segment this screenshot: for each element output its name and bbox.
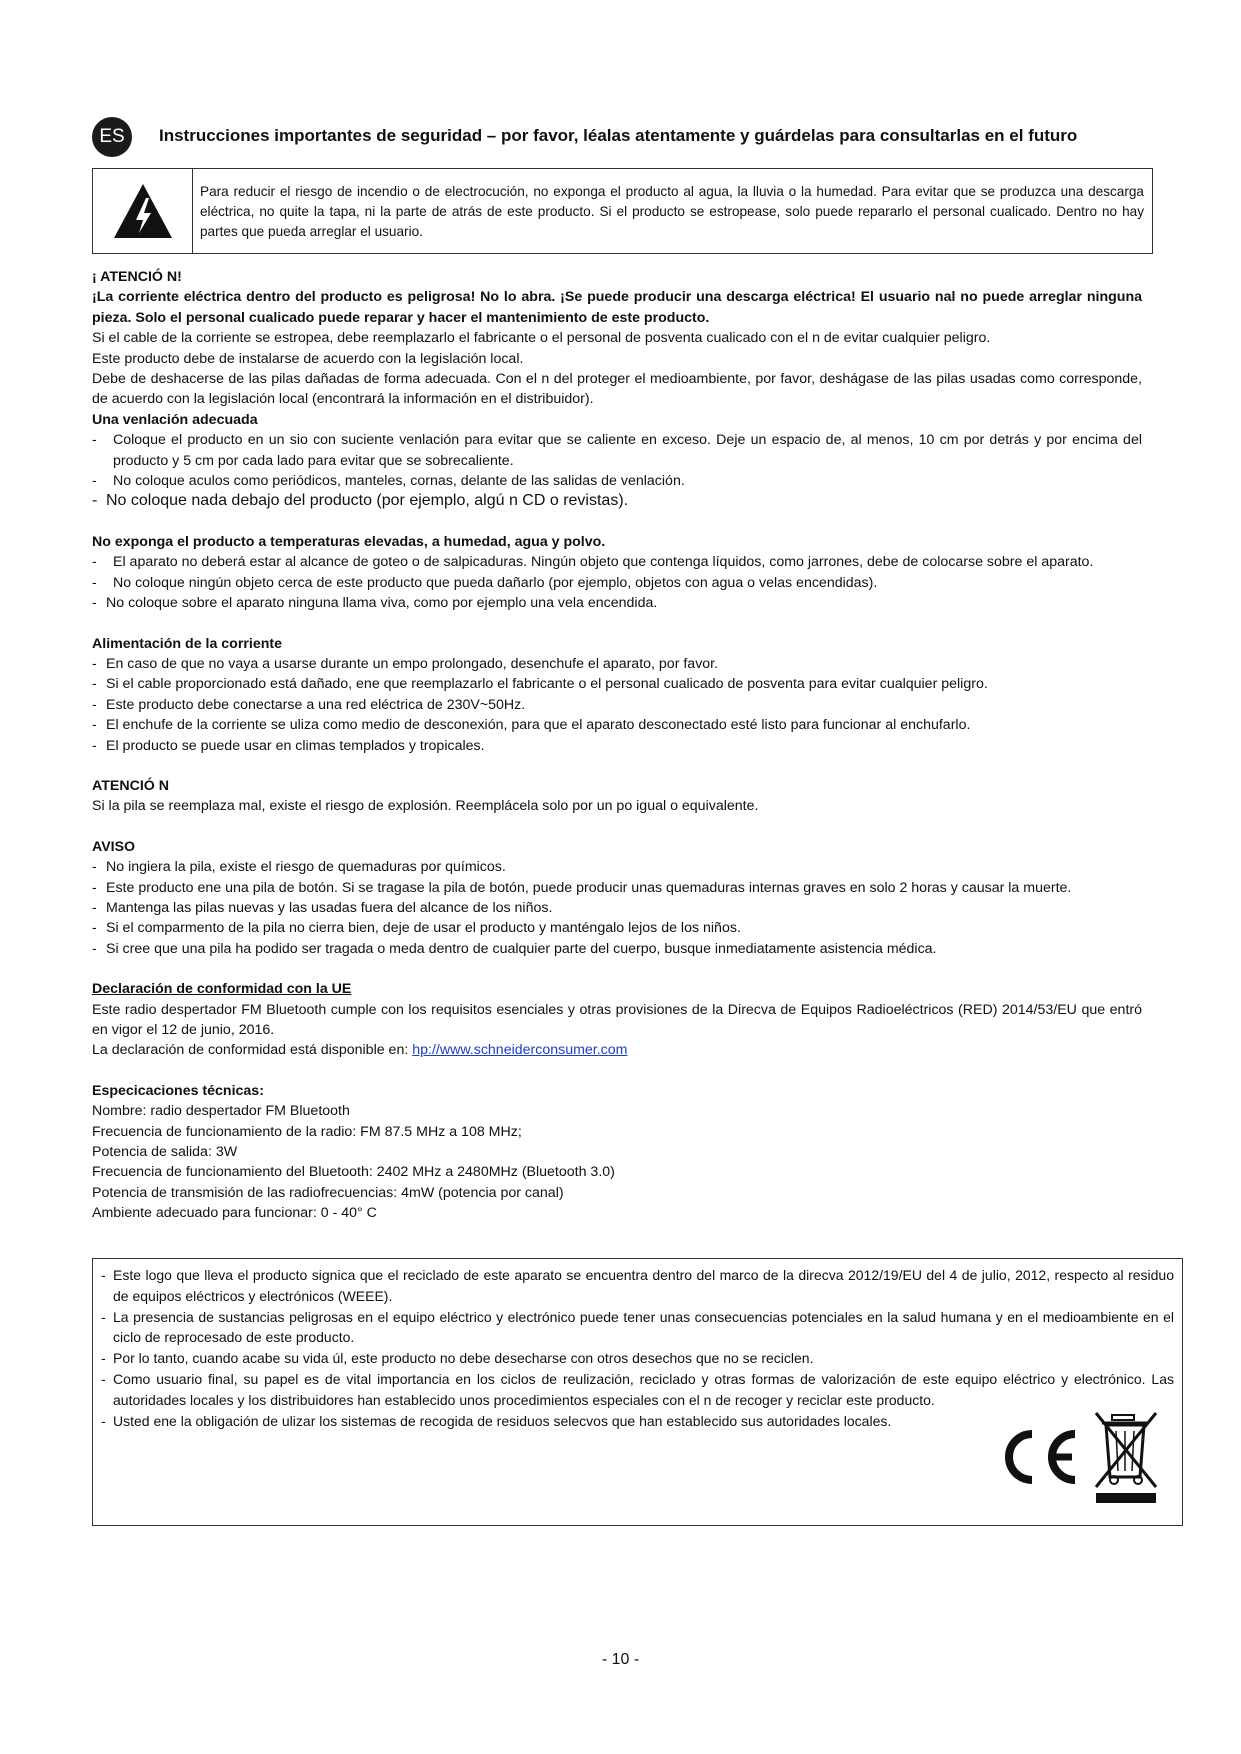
high-voltage-warning-icon [112,182,174,240]
ce-mark-icon [996,1427,1081,1487]
weee-disposal-box [92,1258,1183,1526]
exposure-heading: No exponga el producto a temperaturas elevadas, a humedad, agua y polvo. [92,533,606,550]
list-item: - Este producto debe conectarse a una red eléctrica de 230V~50Hz. [92,696,526,713]
list-item: - No coloque nada debajo del producto (por ejemplo, algú n CD o revistas). [92,492,629,510]
crossed-out-wheelie-bin-icon [1092,1409,1160,1505]
attention-line: Debe de deshacerse de las pilas dañadas de forma adecuada. Con el n del proteger el medioambiente, por favor, deshágase de las pilas usadas como corresponde, de acuerdo con la legislación local (encontrará la información en el distribuidor). [92,371,1142,408]
attention-heading: ¡ ATENCIÓ N! [92,269,182,285]
list-item: - Si cree que una pila ha podido ser tragada o meda dentro de cualquier parte del cuerpo, busque inmediatamente asistencia médica. [92,940,937,957]
spec-line: Potencia de salida: 3W [92,1144,238,1161]
electric-shock-warning-box [92,168,1153,254]
list-item: - No coloque sobre el aparato ninguna llama viva, como por ejemplo una vela encendida. [92,595,658,612]
conformity-availability: La declaración de conformidad está disponible en: hp://www.schneiderconsumer.com [92,1042,628,1059]
warning-text: Para reducir el riesgo de incendio o de electrocución, no exponga el producto al agua, la lluvia o la humedad. Para evitar que se produzca una descarga eléctrica, no quite la tapa, ni la parte de atrás de este producto. Si el producto se estropease, solo puede repararlo el personal cualicado. Dentro no hay partes que pueda arreglar el usuario. [200,184,1144,239]
list-item: - Usted ene la obligación de ulizar los sistemas de recogida de residuos selecvos que han establecido sus autoridades locales. [101,1412,892,1429]
attention-line: Si el cable de la corriente se estropea, debe reemplazarlo el fabricante o el personal de posventa cualicado con el n de evitar cualquier peligro. [92,330,991,347]
list-item: - Coloque el producto en un sio con suciente venlación para evitar que se caliente en exceso. Deje un espacio de, al menos, 10 cm por detrás y por encima del producto y 5 cm por cada lado para evitar que se sobrecaliente. [92,432,1142,469]
list-item: - El aparato no deberá estar al alcance de goteo o de salpicaduras. Ningún objeto que contenga líquidos, como jarrones, debe de colocarse sobre el aparato. [92,554,1094,571]
ventilation-heading: Una venlación adecuada [92,411,258,428]
list-item: - No coloque aculos como periódicos, manteles, cornas, delante de las salidas de venlación. [92,473,685,490]
spec-line: Frecuencia de funcionamiento del Bluetooth: 2402 MHz a 2480MHz (Bluetooth 3.0) [92,1164,615,1181]
list-item: - El enchufe de la corriente se uliza como medio de desconexión, para que el aparato desconectado esté listo para funcionar al enchufarlo. [92,717,971,734]
spec-line: Frecuencia de funcionamiento de la radio: FM 87.5 MHz a 108 MHz; [92,1123,522,1140]
page-number: - 10 - [601,1651,640,1668]
list-item: - Si el comparmento de la pila no cierra bien, deje de usar el producto y manténgalo lejos de los niños. [92,920,741,937]
attention-line: Este producto debe de instalarse de acuerdo con la legislación local. [92,350,524,367]
list-item: - Si el cable proporcionado está dañado, ene que reemplazarlo el fabricante o el personal cualicado de posventa para evitar cualquier peligro. [92,676,988,693]
list-item: - Este producto ene una pila de botón. Si se tragase la pila de botón, puede producir unas quemaduras internas graves en solo 2 horas y causar la muerte. [92,879,1072,896]
list-item: - No ingiera la pila, existe el riesgo de quemaduras por químicos. [92,859,506,876]
spec-line: Potencia de transmisión de las radiofrecuencias: 4mW (potencia por canal) [92,1184,564,1201]
battery-attention-text: Si la pila se reemplaza mal, existe el riesgo de explosión. Reemplácela solo por un po igual o equivalente. [92,798,759,815]
battery-attention-heading: ATENCIÓ N [92,777,169,794]
attention-bold-text: ¡La corriente eléctrica dentro del producto es peligrosa! No lo abra. ¡Se puede producir una descarga eléctrica! El usuario nal no puede arreglar ninguna pieza. Solo el personal cualicado puede reparar y hacer el mantenimiento de este producto. [92,289,1142,326]
conformity-heading: Declaración de conformidad con la UE [92,981,352,998]
list-item: - No coloque ningún objeto cerca de este producto que pueda dañarlo (por ejemplo, objetos con agua o velas encendidas). [92,574,878,591]
list-item: - Por lo tanto, cuando acabe su vida úl, este producto no debe desecharse con otros desechos que no se reciclen. [101,1350,814,1367]
power-heading: Alimentación de la corriente [92,635,283,652]
safety-instructions [92,267,1142,1224]
spec-line: Ambiente adecuado para funcionar: 0 - 40° C [92,1205,377,1222]
spec-line: Nombre: radio despertador FM Bluetooth [92,1103,350,1120]
weee-text [101,1265,1174,1431]
page-title: Instrucciones importantes de seguridad – por favor, léalas atentamente y guárdelas para consultarlas en el futuro [159,126,1078,145]
list-item: - Mantenga las pilas nuevas y las usadas fuera del alcance de los niños. [92,899,553,916]
warning-icon-cell [93,169,193,253]
conformity-text: Este radio despertador FM Bluetooth cumple con los requisitos esenciales y otras provisiones de la Direcva de Equipos Radioeléctricos (RED) 2014/53/EU que entró en vigor el 12 de junio, 2016. [92,1001,1142,1038]
list-item: - En caso de que no vaya a usarse durante un empo prolongado, desenchufe el aparato, por favor. [92,655,719,672]
list-item: - Como usuario final, su papel es de vital importancia en los ciclos de reulización, reciclado y otras formas de valorización de este equipo eléctrico y electrónico. Las autoridades locales y los distribuidores han establecido unos procedimientos especiales con el n de recoger y reciclar este producto. [101,1370,1174,1408]
language-badge: ES [92,117,132,157]
page-header [92,117,1172,157]
list-item: - La presencia de sustancias peligrosas en el equipo eléctrico y electrónico puede tener unas consecuencias potenciales en la salud humana y en el medioambiente en el ciclo de reprocesado de este producto. [101,1308,1174,1346]
list-item: - El producto se puede usar en climas templados y tropicales. [92,737,485,754]
specs-heading: Especicaciones técnicas: [92,1082,264,1099]
conformity-link[interactable]: hp://www.schneiderconsumer.com [412,1042,628,1059]
list-item: - Este logo que lleva el producto signica que el reciclado de este aparato se encuentra dentro del marco de la direcva 2012/19/EU del 4 de julio, 2012, respecto al residuo de equipos eléctricos y electrónicos (WEEE). [101,1267,1174,1304]
notice-heading: AVISO [92,838,136,855]
